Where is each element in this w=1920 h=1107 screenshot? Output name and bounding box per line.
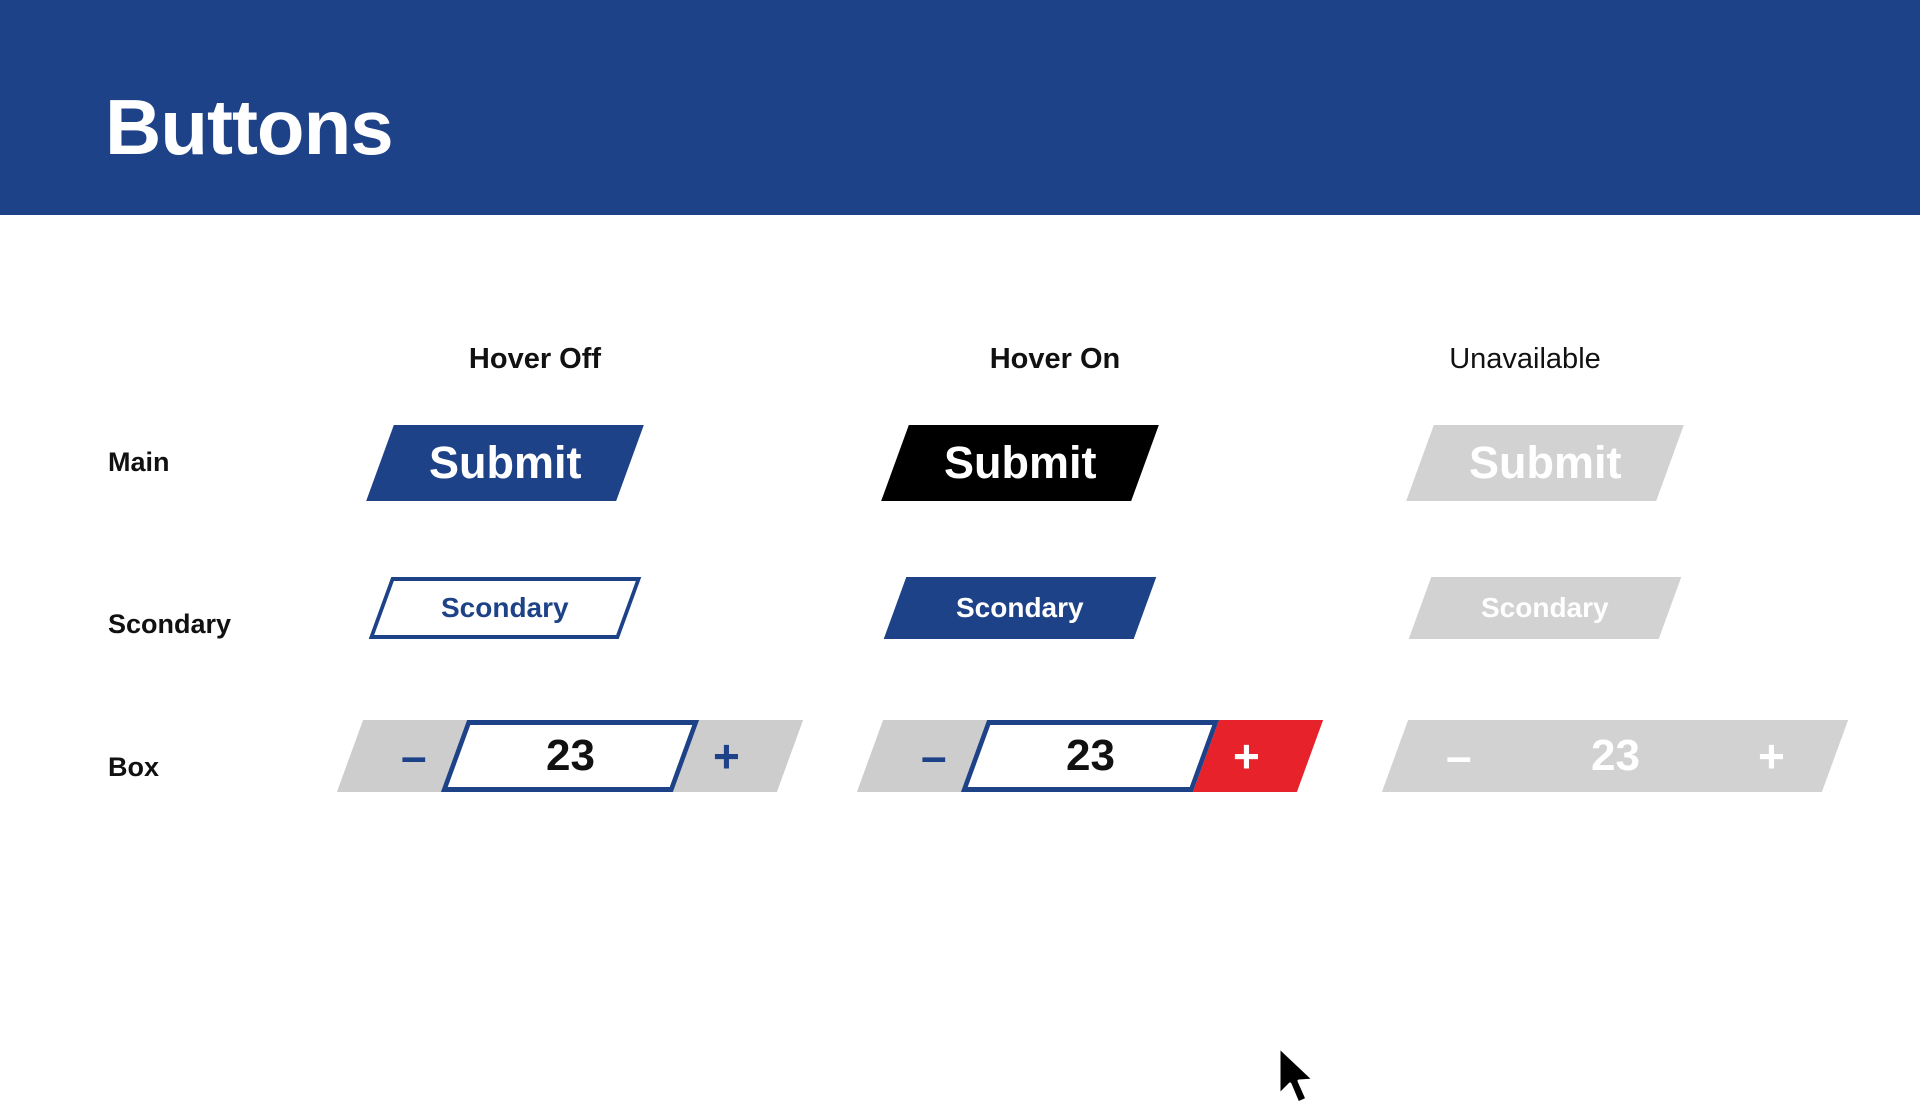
row-label-main: Main (108, 447, 170, 477)
stepper-value-input (1486, 720, 1744, 792)
submit-button-hover-off[interactable] (366, 425, 644, 501)
stepper-value-input[interactable] (441, 720, 699, 792)
plus-icon: + (1232, 730, 1260, 782)
page-header (0, 0, 1920, 215)
column-header-unavailable: Unavailable (1449, 343, 1601, 375)
quantity-stepper-unavailable (1395, 720, 1835, 792)
submit-button-hover-on[interactable] (881, 425, 1159, 501)
page-title: Buttons (105, 83, 393, 171)
quantity-stepper-hover-off[interactable] (350, 720, 790, 792)
stepper-value: 23 (545, 731, 595, 780)
secondary-button-label: Scondary (1481, 592, 1609, 623)
stepper-value: 23 (1065, 731, 1115, 780)
minus-icon: – (1446, 730, 1472, 782)
secondary-button-unavailable (1409, 577, 1682, 639)
quantity-stepper-hover-on[interactable] (870, 720, 1310, 792)
secondary-button-hover-off[interactable] (369, 577, 642, 639)
mouse-pointer-icon (1275, 1045, 1319, 1107)
plus-icon: + (1757, 730, 1785, 782)
plus-icon: + (712, 730, 740, 782)
column-header-hover-on: Hover On (989, 343, 1121, 375)
submit-button-label: Submit (1468, 437, 1622, 488)
row-label-box: Box (108, 752, 160, 782)
stepper-value-input[interactable] (961, 720, 1219, 792)
secondary-button-hover-on[interactable] (884, 577, 1157, 639)
minus-icon: – (401, 730, 427, 782)
secondary-button-label: Scondary (956, 592, 1084, 623)
column-header-hover-off: Hover Off (468, 343, 602, 375)
row-label-secondary: Scondary (108, 609, 232, 639)
secondary-button-label: Scondary (441, 592, 569, 623)
submit-button-label: Submit (428, 437, 582, 488)
submit-button-unavailable (1406, 425, 1684, 501)
button-specimen-grid (0, 215, 1920, 1080)
stepper-value: 23 (1590, 731, 1640, 780)
minus-icon: – (921, 730, 947, 782)
submit-button-label: Submit (943, 437, 1097, 488)
